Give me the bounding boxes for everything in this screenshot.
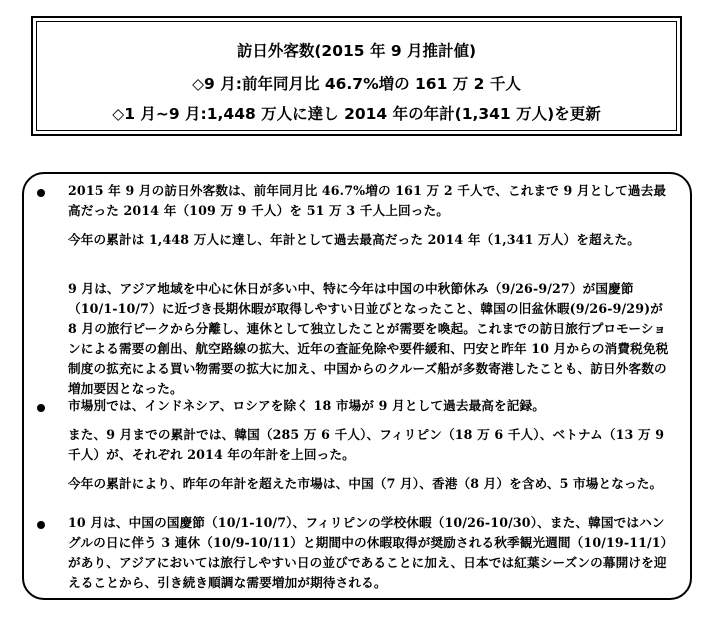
paragraph-markets: 市場別では、インドネシア、ロシアを除く 18 市場が 9 月として過去最高を記録。 [68,398,546,413]
paragraph-ytd-markets: また、9 月までの累計では、韓国（285 万 6 千人）、フィリピン（18 万 6 千人）、ベトナム（13 万 9 千人）が、それぞれ 2014 年の年計を上回った。 [68,427,665,462]
paragraph-sept-total: 2015 年 9 月の訪日外客数は、前年同月比 46.7%増の 161 万 2 千人で、これまで 9 月として過去最高だった 2014 年（109 万 9 千人）を 51 万 3 千人上回った。 [68,183,667,218]
bullet-icon [37,189,45,197]
report-title: 訪日外客数(2015 年 9 月推計値) [236,42,477,60]
bullet-icon [37,521,45,529]
paragraph-october-outlook: 10 月は、中国の国慶節（10/1-10/7）、フィリピンの学校休暇（10/26-10/30）、また、韓国ではハングルの日に伴う 3 連休（10/9-10/11）と期間中の休暇取得が奨励される秋季観光週間（10/19-11/1）があり、アジアにおいては旅行しやすい日の並びであることに加え、日本では紅葉シーズンの幕開けを迎えることから、引き続き順調な需要増加が期待される。 [68,515,674,590]
paragraph-markets-exceeded: 今年の累計により、昨年の年計を超えた市場は、中国（7 月）、香港（8 月）を含め、5 市場となった。 [68,476,663,491]
ytd-summary: ◇1 月~9 月:1,448 万人に達し 2014 年の年計(1,341 万人)を更新 [112,105,601,123]
paragraph-ytd-total: 今年の累計は 1,448 万人に達し、年計として過去最高だった 2014 年（1,341 万人）を超えた。 [68,232,640,247]
paragraph-sept-factors: 9 月は、アジア地域を中心に休日が多い中、特に今年は中国の中秋節休み（9/26-9/27）が国慶節（10/1-10/7）に近づき長期休暇が取得しやすい日並びとなったこと、韓国の旧盆休暇(9/26-9/29)が 8 月の旅行ピークから分離し、連休として独立したことが需要を喚起。これまでの訪日旅行プロモーションによる需要の創出、航空路線の拡大、近年の査証免除や要件緩和、円安と昨年 10 月からの消費税免税制度の拡充による買い物需要の拡大に加え、中国からのクルーズ船が多数寄港したことも、訪日外客数の増加要因となった。 [68,281,669,396]
september-summary: ◇9 月:前年同月比 46.7%増の 161 万 2 千人 [192,75,521,93]
title-box [31,16,682,136]
bullet-icon [37,404,45,412]
